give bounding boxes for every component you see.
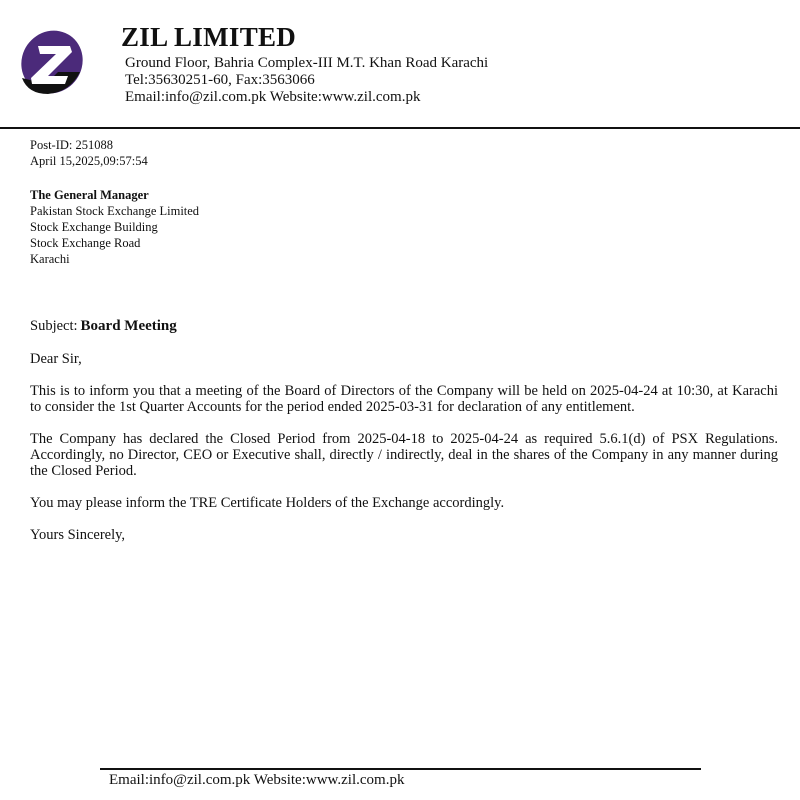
salutation: Dear Sir, [30, 351, 82, 367]
header-divider [0, 127, 800, 129]
recipient-line-3: Stock Exchange Road [30, 236, 141, 250]
footer-email-website: Email:info@zil.com.pk Website:www.zil.com.pk [109, 772, 405, 788]
subject-value: Board Meeting [80, 318, 177, 334]
company-address: Ground Floor, Bahria Complex-III M.T. Khan Road Karachi [125, 55, 489, 71]
body-paragraph-1: This is to inform you that a meeting of the Board of Directors of the Company will be held on 2025-04-24 at 10:30, at Karachi to consider the 1st Quarter Accounts for the period ended 2025-03-31 for declaration of any entitlement. [30, 383, 778, 415]
recipient-line-4: Karachi [30, 252, 70, 266]
company-email-website: Email:info@zil.com.pk Website:www.zil.com.pk [125, 89, 421, 105]
post-date: April 15,2025,09:57:54 [30, 154, 148, 168]
company-name: ZIL LIMITED [121, 22, 297, 52]
subject-line [30, 318, 177, 335]
recipient-line-1: Pakistan Stock Exchange Limited [30, 204, 200, 218]
post-id: Post-ID: 251088 [30, 138, 113, 152]
company-phone-fax: Tel:35630251-60, Fax:3563066 [125, 72, 315, 88]
recipient-line-2: Stock Exchange Building [30, 220, 158, 234]
body-paragraph-3: You may please inform the TRE Certificate Holders of the Exchange accordingly. [30, 495, 505, 511]
closing: Yours Sincerely, [30, 527, 126, 543]
recipient-title: The General Manager [30, 188, 149, 202]
footer-divider [100, 768, 701, 770]
zil-z-logo-icon [18, 28, 86, 96]
subject-label: Subject: [30, 318, 78, 334]
body-paragraph-2: The Company has declared the Closed Period from 2025-04-18 to 2025-04-24 as required 5.6.1(d) of PSX Regulations. Accordingly, no Director, CEO or Executive shall, directly / indirectly, deal in the shares of the Company in any manner during the Closed Period. [30, 431, 778, 479]
